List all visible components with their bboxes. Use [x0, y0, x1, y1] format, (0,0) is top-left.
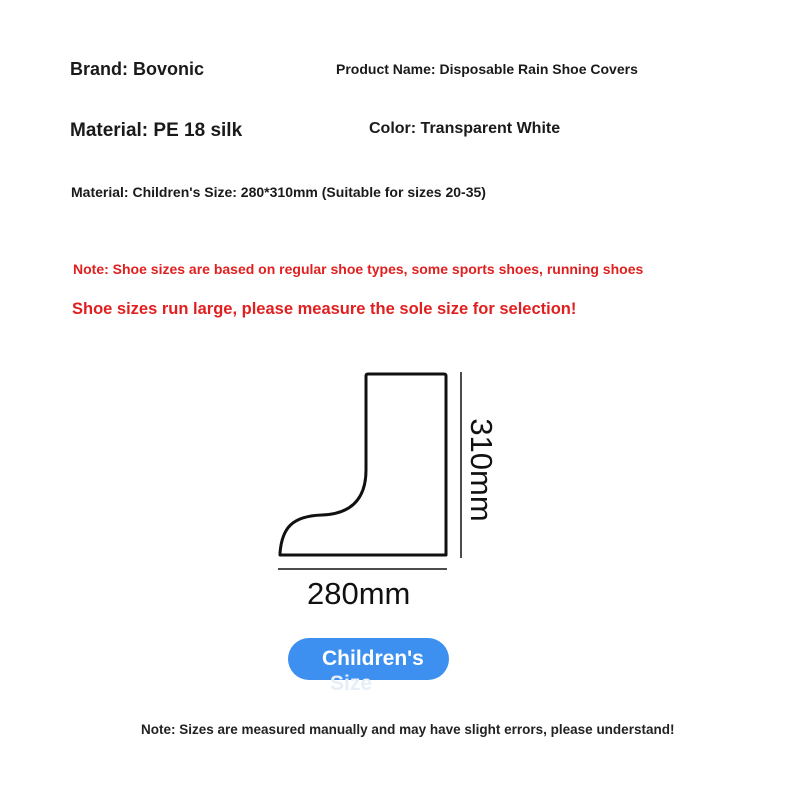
- shoe-size-note: Note: Shoe sizes are based on regular shoe types, some sports shoes, running shoes: [73, 261, 644, 277]
- size-warning-note: Shoe sizes run large, please measure the sole size for selection!: [72, 300, 577, 318]
- measurement-disclaimer: Note: Sizes are measured manually and may have slight errors, please understand!: [141, 722, 675, 737]
- badge-label-line-1: Children's: [322, 647, 424, 670]
- shoe-cover-outline: [280, 374, 446, 555]
- width-dimension-label: 280mm: [307, 576, 411, 611]
- color-label: Color: Transparent White: [369, 120, 561, 137]
- brand-label: Brand: Bovonic: [70, 59, 205, 79]
- badge-label-line-2: Size: [330, 672, 373, 695]
- size-spec-label: Material: Children's Size: 280*310mm (Suitable for sizes 20-35): [71, 184, 486, 200]
- product-name-label: Product Name: Disposable Rain Shoe Covers: [336, 61, 638, 77]
- height-dimension-label: 310mm: [464, 418, 499, 522]
- material-label: Material: PE 18 silk: [70, 120, 243, 141]
